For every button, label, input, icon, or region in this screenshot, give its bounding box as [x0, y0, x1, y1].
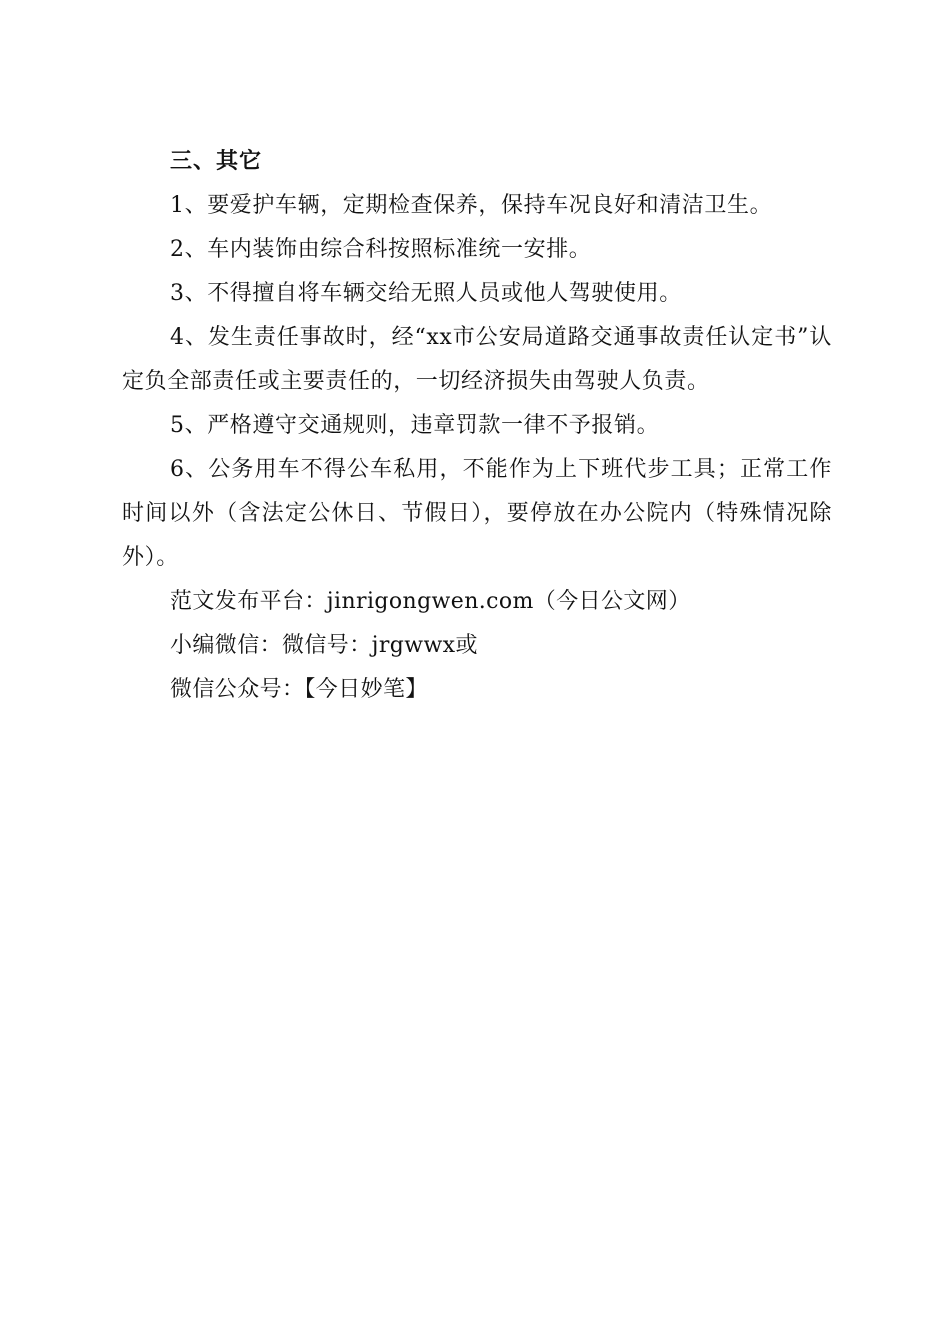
section-heading: 三、其它 — [170, 149, 263, 174]
footer-official-account: 微信公众号：【今日妙笔】 — [170, 677, 428, 702]
document-page — [122, 140, 832, 712]
list-item-3: 3、不得擅自将车辆交给无照人员或他人驾驶使用。 — [170, 281, 682, 306]
list-item-2: 2、车内装饰由综合科按照标准统一安排。 — [170, 237, 592, 262]
footer-wechat: 小编微信：微信号：jrgwwx或 — [170, 633, 478, 658]
footer-platform: 范文发布平台：jinrigongwen.com（今日公文网） — [170, 589, 691, 614]
list-item-4: 4、发生责任事故时，经“xx市公安局道路交通事故责任认定书”认定负全部责任或主要责任的，一切经济损失由驾驶人负责。 — [122, 325, 832, 394]
list-item-1: 1、要爱护车辆，定期检查保养，保持车况良好和清洁卫生。 — [170, 193, 773, 218]
list-item-5: 5、严格遵守交通规则，违章罚款一律不予报销。 — [170, 413, 660, 438]
list-item-6: 6、公务用车不得公车私用，不能作为上下班代步工具；正常工作时间以外（含法定公休日、节假日），要停放在办公院内（特殊情况除外）。 — [122, 457, 832, 570]
